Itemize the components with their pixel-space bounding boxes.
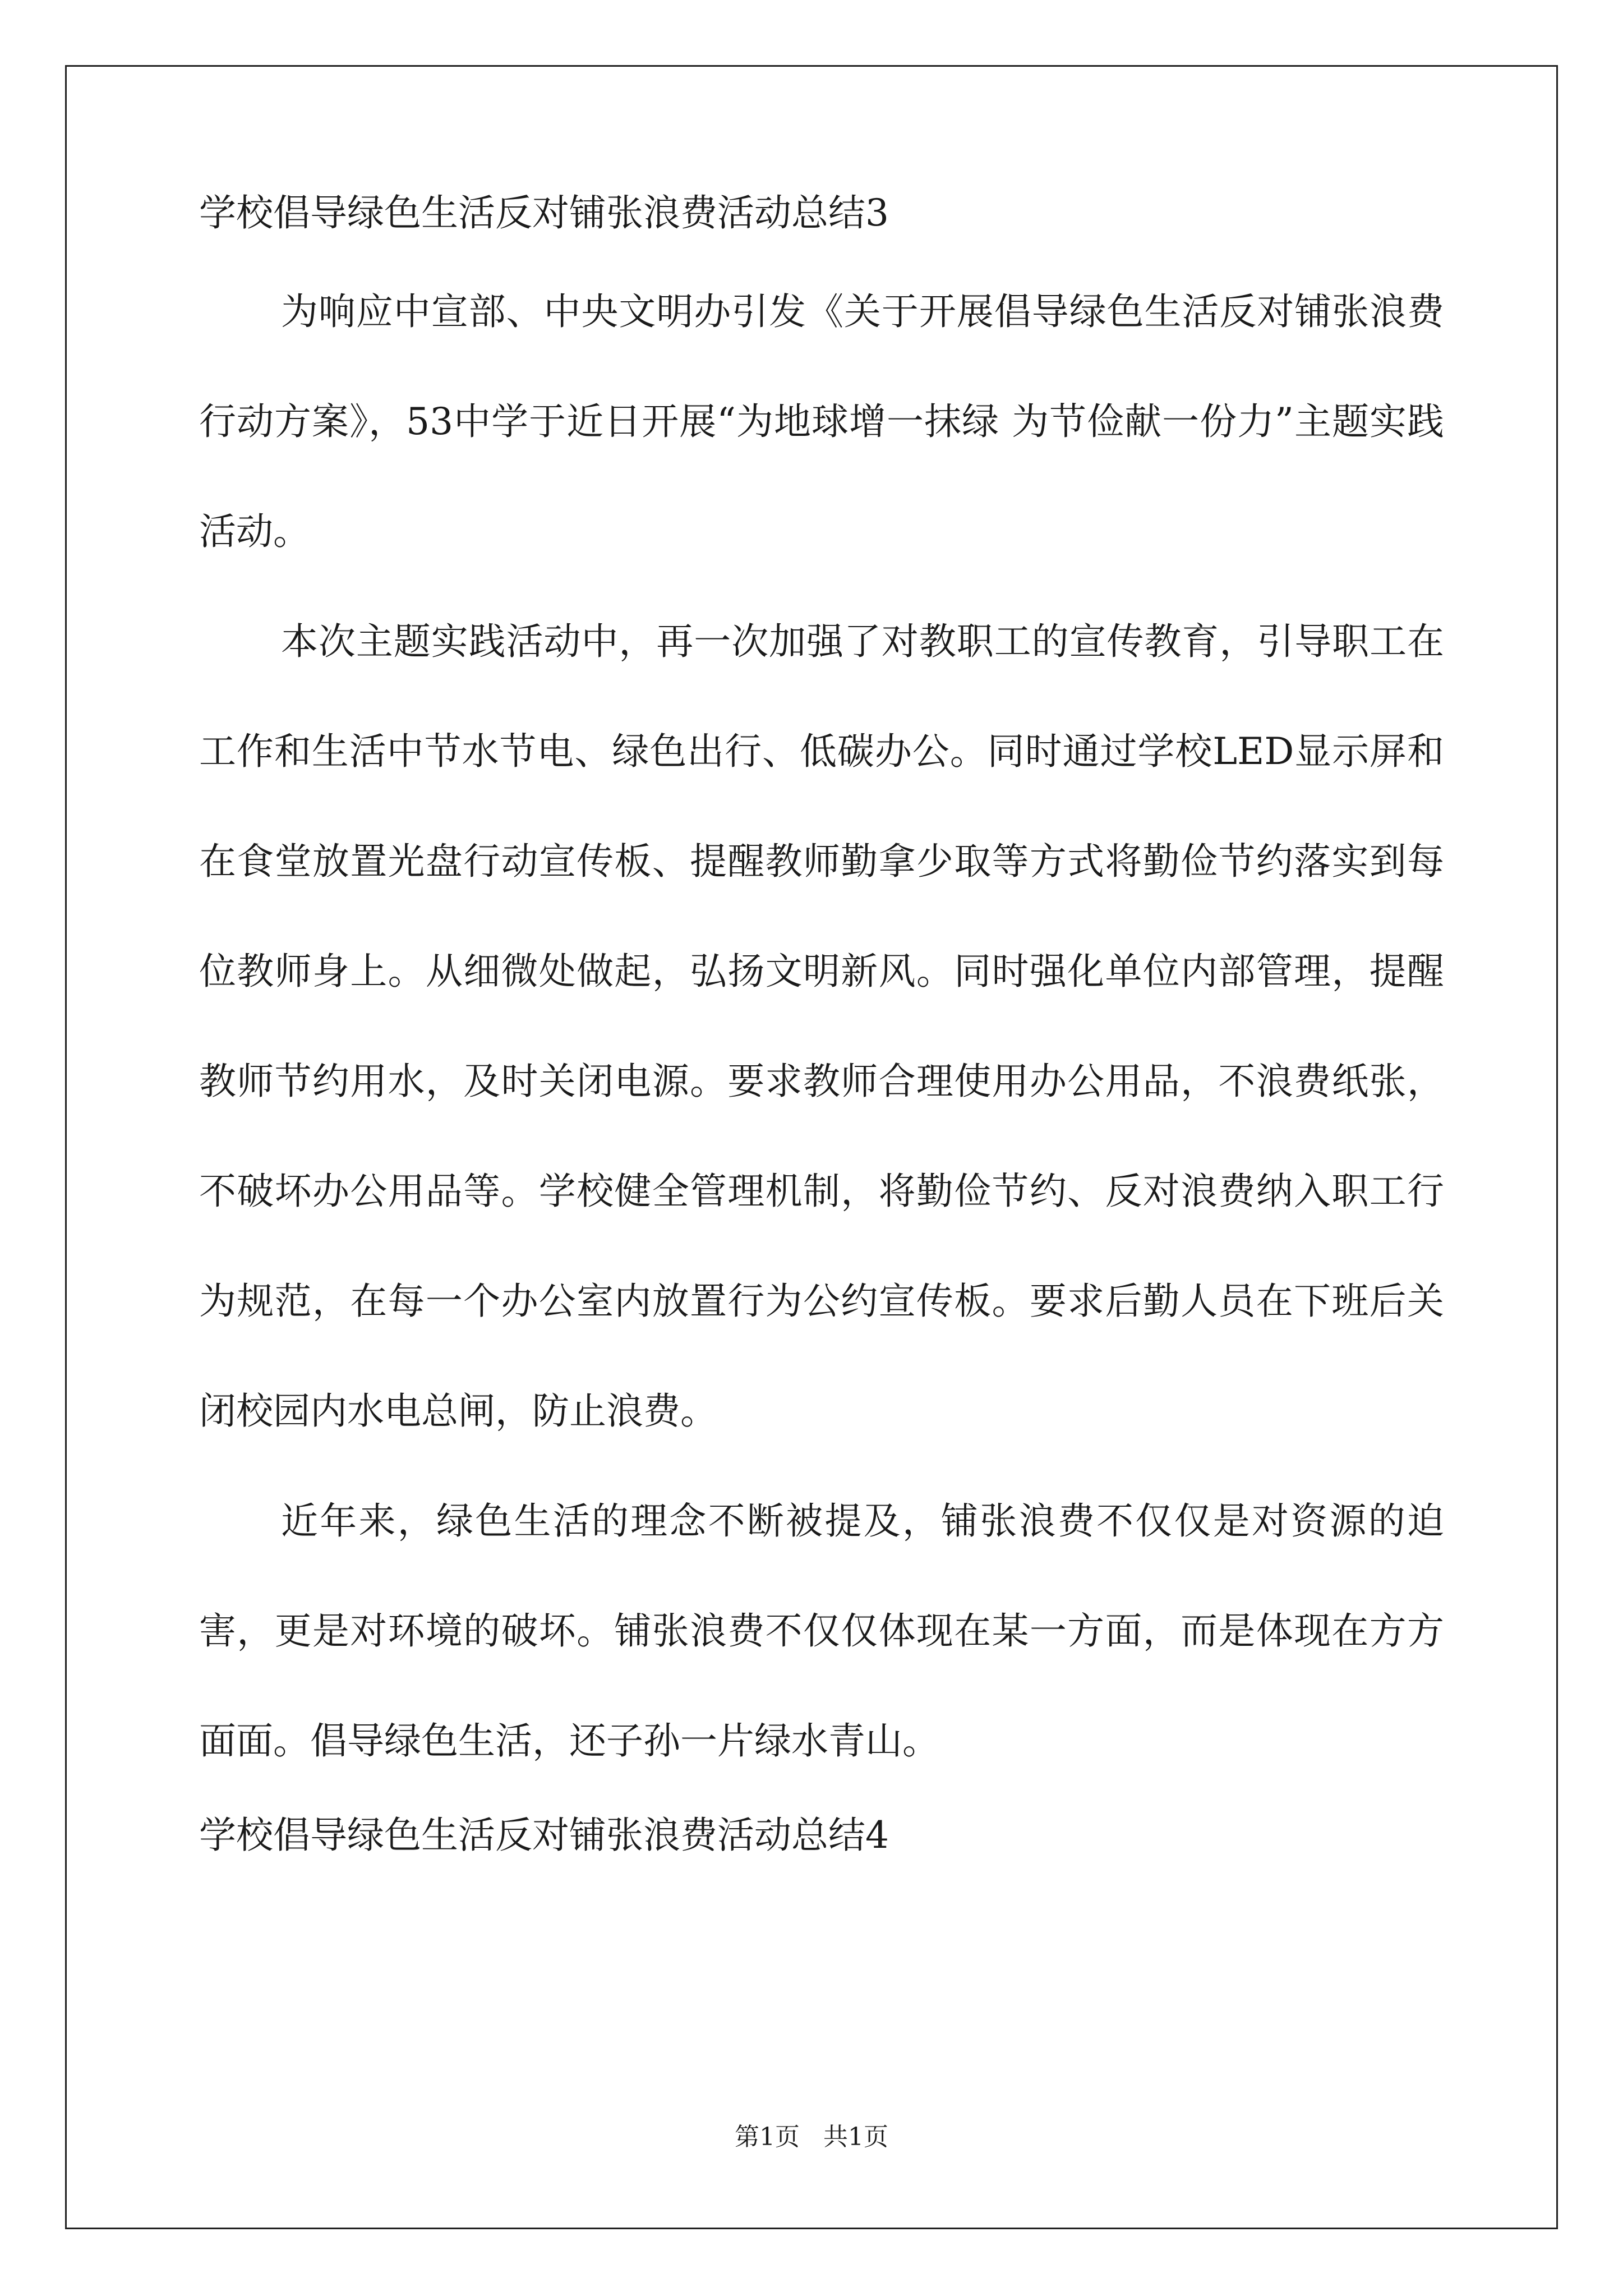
page-footer: 第1页 共1页 (735, 2123, 888, 2151)
paragraph-1: 为响应中宣部、中央文明办引发《关于开展倡导绿色生活反对铺张浪费行动方案》，53中学于近日开展“为地球增一抹绿 为节俭献一份力”主题实践活动。 (199, 290, 1444, 553)
document-body (199, 185, 1444, 1864)
paragraph-3: 近年来，绿色生活的理念不断被提及，铺张浪费不仅仅是对资源的迫害，更是对环境的破坏。铺张浪费不仅仅体现在某一方面，而是体现在方方面面。倡导绿色生活，还子孙一片绿水青山。 (199, 1499, 1444, 1763)
paragraph-2: 本次主题实践活动中，再一次加强了对教职工的宣传教育，引导职工在工作和生活中节水节电、绿色出行、低碳办公。同时通过学校LED显示屏和在食堂放置光盘行动宣传板、提醒教师勤拿少取等方式将勤俭节约落实到每位教师身上。从细微处做起，弘扬文明新风。同时强化单位内部管理，提醒教师节约用水，及时关闭电源。要求教师合理使用办公用品，不浪费纸张，不破坏办公用品等。学校健全管理机制，将勤俭节约、反对浪费纳入职工行为规范，在每一个办公室内放置行为公约宣传板。要求后勤人员在下班后关闭校园内水电总闸，防止浪费。 (199, 620, 1444, 1433)
section-heading-3: 学校倡导绿色生活反对铺张浪费活动总结3 (199, 191, 889, 234)
section-heading-4: 学校倡导绿色生活反对铺张浪费活动总结4 (199, 1814, 889, 1857)
